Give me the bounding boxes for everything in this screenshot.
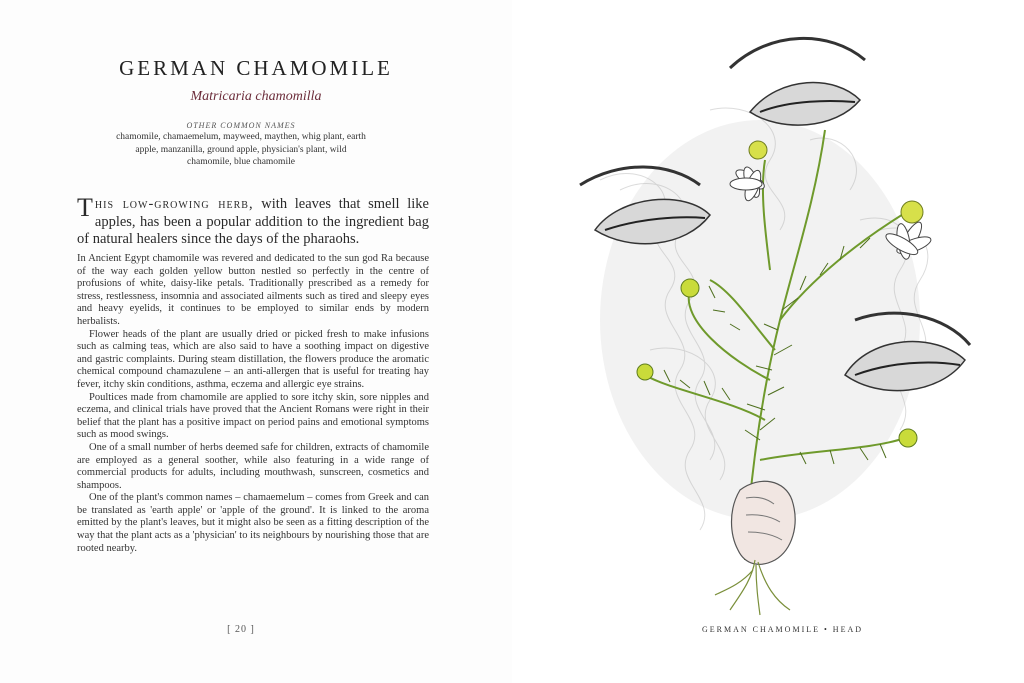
other-names-list: chamomile, chamaemelum, mayweed, maythen, whig plant, earth apple, manzanilla, ground apple, physician's plant, wild chamomile, blue chamomile [116, 132, 366, 167]
lede-paragraph [77, 193, 429, 249]
drop-cap: T [77, 193, 93, 222]
chamomile-illustration [560, 20, 980, 620]
body-text [77, 253, 429, 555]
other-names-label: OTHER COMMON NAMES [186, 121, 296, 130]
child-hand-icon [732, 481, 796, 564]
body-paragraph-3: Poultices made from chamomile are applied to sore itchy skin, sore nipples and eczema, and clinical trials have proved that the Ancient Romans were right in their belief that the plant has a positive impact on period pains and emotional symptoms such as mood swings. [77, 391, 429, 441]
body-paragraph-1: In Ancient Egypt chamomile was revered and dedicated to the sun god Ra because of the way each golden yellow button nestled so perfectly in the centre of profusions of white, daisy-like petals. Traditionally prescribed as a remedy for stress, restlessness, insomnia and associated ailments such as tired and sleepy eyes and heavy eyelids, it continues to be employed to similar ends by modern herbalists. [77, 253, 429, 327]
page-title: GERMAN CHAMOMILE [119, 56, 393, 80]
lede-text: with leaves that smell like apples, has been a popular addition to the ingredient bag of natural healers since the days of the pharaohs. [77, 196, 429, 247]
latin-name: Matricaria chamomilla [190, 89, 322, 104]
plant-roots [715, 560, 790, 615]
page-number: [ 20 ] [227, 624, 255, 635]
body-paragraph-4: One of a small number of herbs deemed safe for children, extracts of chamomile are employed as a general soother, while also featuring in a wide range of commercial products for adults, including mouthwash, sunscreen, cosmetics and shampoos. [77, 441, 429, 491]
closed-eye-left-icon [580, 167, 710, 244]
body-paragraph-2: Flower heads of the plant are usually dried or picked fresh to make infusions such as calming teas, which are also said to have a soothing impact on digestive and gastric complaints. During steam distillation, the flowers produce the aromatic chemical compound chamazulene – an anti-allergen that is useful for treating hay fever, itchy skin conditions, asthma, eczema and allergic eye strains. [77, 328, 429, 390]
body-paragraph-5: One of the plant's common names – chamaemelum – comes from Greek and can be translated as 'earth apple' or 'apple of the ground'. It is linked to the aroma emitted by the plant's leaves, but it might also be seen as a fitting description of the way that the plant acts as a 'physician' to its neighbours by nourishing those that are rooted nearby. [77, 492, 429, 554]
closed-eye-top-icon [730, 38, 865, 125]
running-head: GERMAN CHAMOMILE • HEAD [702, 625, 864, 634]
lede-smallcaps: his low-growing herb, [94, 196, 254, 212]
